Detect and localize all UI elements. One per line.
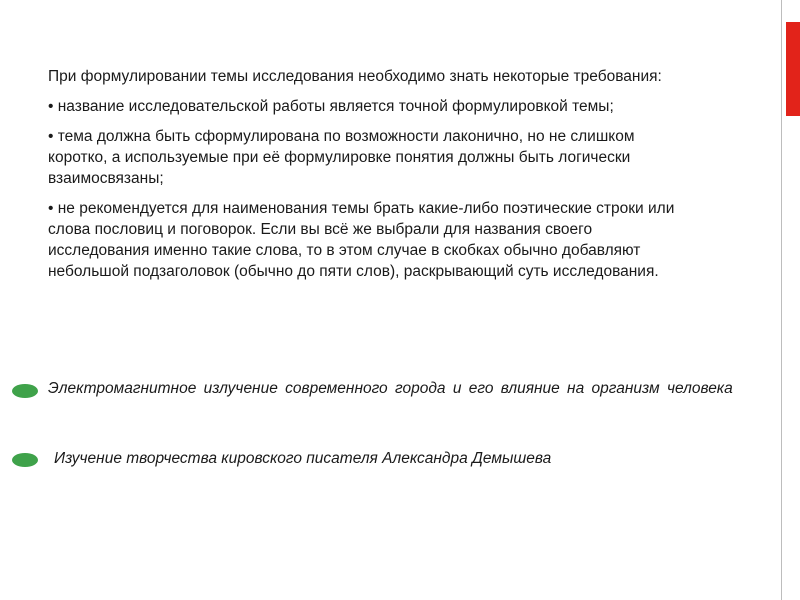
red-accent-bar	[786, 22, 800, 116]
requirement-item: • тема должна быть сформулирована по возможности лаконично, но не слишком коротко, а используемые при её формулировке понятия должны быть логически взаимосвязаны;	[48, 128, 635, 187]
requirement-item: • не рекомендуется для наименования темы брать какие-либо поэтические строки или слова пословиц и поговорок. Если вы всё же выбрали для названия своего исследования именно такие слова, то в этом случае в скобках обычно добавляют небольшой подзаголовок (обычно до пяти слов), раскрывающий суть исследования.	[48, 200, 675, 280]
requirements-text-block	[48, 66, 688, 291]
requirement-item: • название исследовательской работы является точной формулировкой темы;	[48, 98, 614, 115]
right-divider-line	[781, 0, 782, 600]
example-topic-2: Изучение творчества кировского писателя Александра Демышева	[54, 450, 552, 467]
green-bullet-icon	[12, 453, 38, 467]
example-topic-1: Электромагнитное излучение современного города и его влияние на организм человека	[48, 380, 733, 397]
intro-paragraph: При формулировании темы исследования необходимо знать некоторые требования:	[48, 68, 662, 85]
green-bullet-icon	[12, 384, 38, 398]
